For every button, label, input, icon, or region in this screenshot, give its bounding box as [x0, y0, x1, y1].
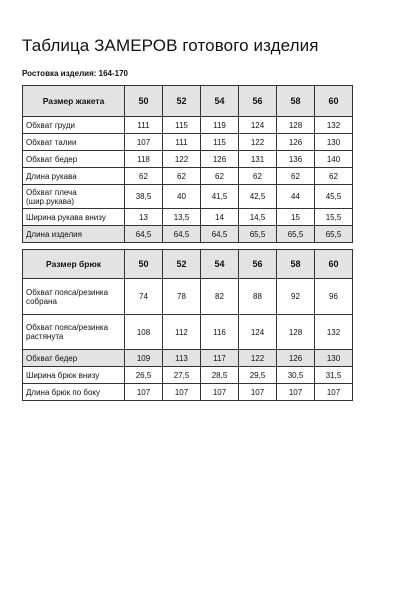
cell-value: 130	[315, 134, 353, 151]
cell-value: 107	[201, 384, 239, 401]
cell-value: 130	[315, 350, 353, 367]
cell-value: 26,5	[125, 367, 163, 384]
table-row	[23, 279, 353, 315]
cell-value: 44	[277, 185, 315, 209]
cell-value: 15	[277, 209, 315, 226]
table-row	[23, 384, 353, 401]
cell-value: 15,5	[315, 209, 353, 226]
height-range-note: Ростовка изделия: 164-170	[22, 69, 128, 78]
cell-value: 136	[277, 151, 315, 168]
cell-value: 118	[125, 151, 163, 168]
cell-value: 62	[315, 168, 353, 185]
cell-value: 41,5	[201, 185, 239, 209]
cell-value: 128	[277, 315, 315, 350]
table-row	[23, 350, 353, 367]
jacket-size-56: 56	[239, 86, 277, 117]
row-label: Обхват пояса/резинка растянута	[23, 315, 125, 350]
cell-value: 78	[163, 279, 201, 315]
jacket-header-row	[23, 86, 353, 117]
table-row	[23, 367, 353, 384]
cell-value: 13,5	[163, 209, 201, 226]
cell-value: 42,5	[239, 185, 277, 209]
cell-value: 74	[125, 279, 163, 315]
cell-value: 108	[125, 315, 163, 350]
cell-value: 111	[125, 117, 163, 134]
cell-value: 107	[163, 384, 201, 401]
cell-value: 126	[277, 350, 315, 367]
cell-value: 27,5	[163, 367, 201, 384]
cell-value: 45,5	[315, 185, 353, 209]
row-label: Обхват груди	[23, 117, 125, 134]
cell-value: 14	[201, 209, 239, 226]
cell-value: 62	[201, 168, 239, 185]
jacket-size-54: 54	[201, 86, 239, 117]
cell-value: 62	[277, 168, 315, 185]
jacket-size-60: 60	[315, 86, 353, 117]
cell-value: 64,5	[201, 226, 239, 243]
cell-value: 62	[239, 168, 277, 185]
cell-value: 88	[239, 279, 277, 315]
trousers-size-60: 60	[315, 250, 353, 279]
cell-value: 126	[277, 134, 315, 151]
cell-value: 109	[125, 350, 163, 367]
cell-value: 64,5	[125, 226, 163, 243]
cell-value: 30,5	[277, 367, 315, 384]
cell-value: 111	[163, 134, 201, 151]
cell-value: 65,5	[239, 226, 277, 243]
page-title: Таблица ЗАМЕРОВ готового изделия	[22, 36, 319, 55]
jacket-size-table	[22, 85, 353, 243]
table-row	[23, 134, 353, 151]
cell-value: 107	[125, 134, 163, 151]
cell-value: 122	[239, 134, 277, 151]
cell-value: 132	[315, 315, 353, 350]
table-row	[23, 209, 353, 226]
trousers-size-50: 50	[125, 250, 163, 279]
table-row	[23, 315, 353, 350]
jacket-size-52: 52	[163, 86, 201, 117]
cell-value: 107	[125, 384, 163, 401]
trousers-size-table	[22, 249, 353, 401]
cell-value: 40	[163, 185, 201, 209]
cell-value: 65,5	[277, 226, 315, 243]
cell-value: 107	[315, 384, 353, 401]
cell-value: 140	[315, 151, 353, 168]
cell-value: 107	[277, 384, 315, 401]
cell-value: 122	[239, 350, 277, 367]
table-row	[23, 117, 353, 134]
row-label: Ширина брюк внизу	[23, 367, 125, 384]
cell-value: 82	[201, 279, 239, 315]
cell-value: 92	[277, 279, 315, 315]
row-label: Обхват талии	[23, 134, 125, 151]
cell-value: 29,5	[239, 367, 277, 384]
trousers-size-header: Размер брюк	[23, 250, 125, 279]
cell-value: 132	[315, 117, 353, 134]
cell-value: 96	[315, 279, 353, 315]
row-label: Обхват бедер	[23, 151, 125, 168]
row-label: Длина изделия	[23, 226, 125, 243]
row-label: Длина брюк по боку	[23, 384, 125, 401]
cell-value: 113	[163, 350, 201, 367]
trousers-size-52: 52	[163, 250, 201, 279]
cell-value: 107	[239, 384, 277, 401]
jacket-size-50: 50	[125, 86, 163, 117]
cell-value: 115	[201, 134, 239, 151]
table-row	[23, 185, 353, 209]
trousers-size-58: 58	[277, 250, 315, 279]
table-row	[23, 168, 353, 185]
cell-value: 131	[239, 151, 277, 168]
cell-value: 64,5	[163, 226, 201, 243]
row-label: Длина рукава	[23, 168, 125, 185]
cell-value: 62	[163, 168, 201, 185]
cell-value: 38,5	[125, 185, 163, 209]
cell-value: 124	[239, 315, 277, 350]
cell-value: 65,5	[315, 226, 353, 243]
cell-value: 128	[277, 117, 315, 134]
jacket-size-header: Размер жакета	[23, 86, 125, 117]
trousers-header-row	[23, 250, 353, 279]
cell-value: 13	[125, 209, 163, 226]
cell-value: 62	[125, 168, 163, 185]
cell-value: 112	[163, 315, 201, 350]
trousers-size-54: 54	[201, 250, 239, 279]
cell-value: 28,5	[201, 367, 239, 384]
row-label: Обхват бедер	[23, 350, 125, 367]
table-row	[23, 226, 353, 243]
row-label: Обхват пояса/резинка собрана	[23, 279, 125, 315]
table-row	[23, 151, 353, 168]
cell-value: 14,5	[239, 209, 277, 226]
row-label: Обхват плеча (шир.рукава)	[23, 185, 125, 209]
cell-value: 122	[163, 151, 201, 168]
cell-value: 115	[163, 117, 201, 134]
cell-value: 126	[201, 151, 239, 168]
cell-value: 116	[201, 315, 239, 350]
trousers-size-56: 56	[239, 250, 277, 279]
row-label: Ширина рукава внизу	[23, 209, 125, 226]
cell-value: 117	[201, 350, 239, 367]
cell-value: 124	[239, 117, 277, 134]
cell-value: 31,5	[315, 367, 353, 384]
cell-value: 119	[201, 117, 239, 134]
jacket-size-58: 58	[277, 86, 315, 117]
